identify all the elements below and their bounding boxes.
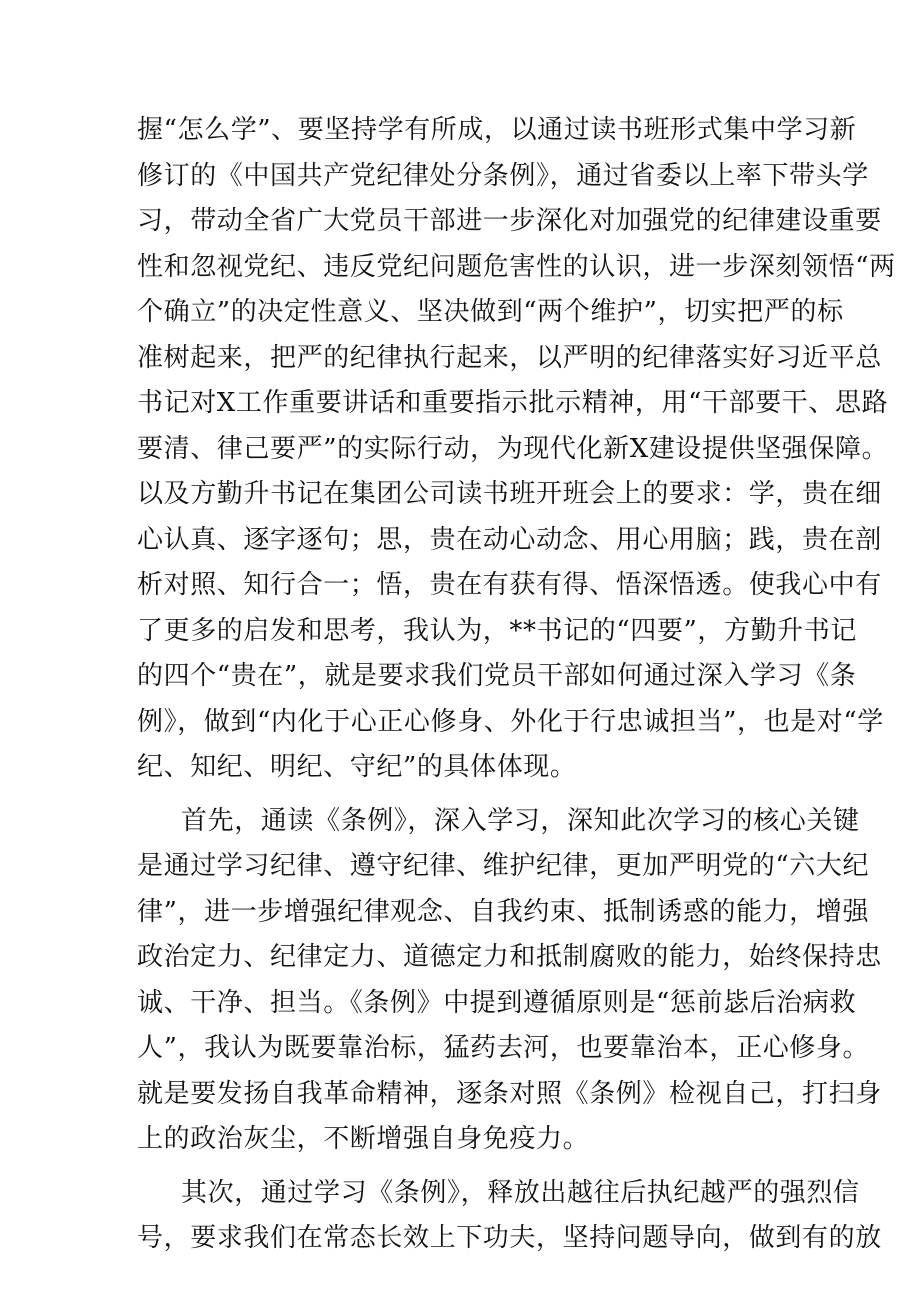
text-line: 人”，我认为既要靠治标，猛药去河，也要靠治本，正心修身。 <box>137 1033 870 1063</box>
text-line-indented: 其次，通过学习《条例》，释放出越往后执纪越严的强烈信 <box>181 1177 860 1208</box>
paragraph-2 <box>137 799 882 1163</box>
text-line: 了更多的启发和思考，我认为，**书记的“四要”，方勤升书记 <box>137 615 857 646</box>
paragraph-spacer <box>137 1163 787 1171</box>
text-line: 纪、知纪、明纪、守纪”的具体体现。 <box>137 752 577 782</box>
text-line-indented: 首先，通读《条例》，深入学习，深知此次学习的核心关键 <box>181 805 860 836</box>
text-line: 准树起来，把严的纪律执行起来，以严明的纪律落实好习近平总 <box>137 342 882 373</box>
text-line: 书记对X工作重要讲话和重要指示批示精神，用“干部要干、思路 <box>137 388 889 418</box>
text-line: 析对照、知行合一；悟，贵在有获有得、悟深悟透。使我心中有 <box>137 570 882 600</box>
text-line: 以及方勤升书记在集团公司读书班开班会上的要求：学，贵在细 <box>137 479 882 509</box>
text-line: 律”，进一步增强纪律观念、自我约束、抵制诱惑的能力，增强 <box>137 896 870 927</box>
text-line: 例》，做到“内化于心正心修身、外化于行忠诚担当”，也是对“学 <box>137 706 884 737</box>
paragraph-1 <box>137 108 896 791</box>
text-line: 心认真、逐字逐句；思，贵在动心动念、用心用脑；践，贵在剖 <box>137 524 882 555</box>
text-line: 性和忽视党纪、违反党纪问题危害性的认识，进一步深刻领悟“两 <box>137 251 896 282</box>
paragraph-3 <box>137 1171 882 1262</box>
text-line: 修订的《中国共产党纪律处分条例》，通过省委以上率下带头学 <box>137 160 869 191</box>
text-line: 要清、律己要严”的实际行动，为现代化新X建设提供坚强保障。 <box>137 433 889 464</box>
text-line: 握“怎么学”、要坚持学有所成，以通过读书班形式集中学习新 <box>137 115 857 145</box>
text-line: 就是要发扬自我革命精神，逐条对照《条例》检视自己，打扫身 <box>137 1078 882 1109</box>
text-line: 是通过学习纪律、遵守纪律、维护纪律，更加严明党的“六大纪 <box>137 851 870 881</box>
paragraph-spacer <box>137 791 787 799</box>
text-line: 号，要求我们在常态长效上下功夫，坚持问题导向，做到有的放 <box>137 1223 882 1253</box>
text-line: 上的政治灰尘，不断增强自身免疫力。 <box>137 1124 590 1154</box>
text-line: 的四个“贵在”，就是要求我们党员干部如何通过深入学习《条 <box>137 661 857 691</box>
text-line: 诚、干净、担当。《条例》中提到遵循原则是“惩前毖后治病救 <box>137 987 857 1018</box>
text-line: 政治定力、纪律定力、道德定力和抵制腐败的能力，始终保持忠 <box>137 942 882 972</box>
text-line: 个确立”的决定性意义、坚决做到“两个维护”，切实把严的标 <box>137 297 844 327</box>
text-line: 习，带动全省广大党员干部进一步深化对加强党的纪律建设重要 <box>137 206 882 236</box>
body-text <box>137 108 896 1262</box>
